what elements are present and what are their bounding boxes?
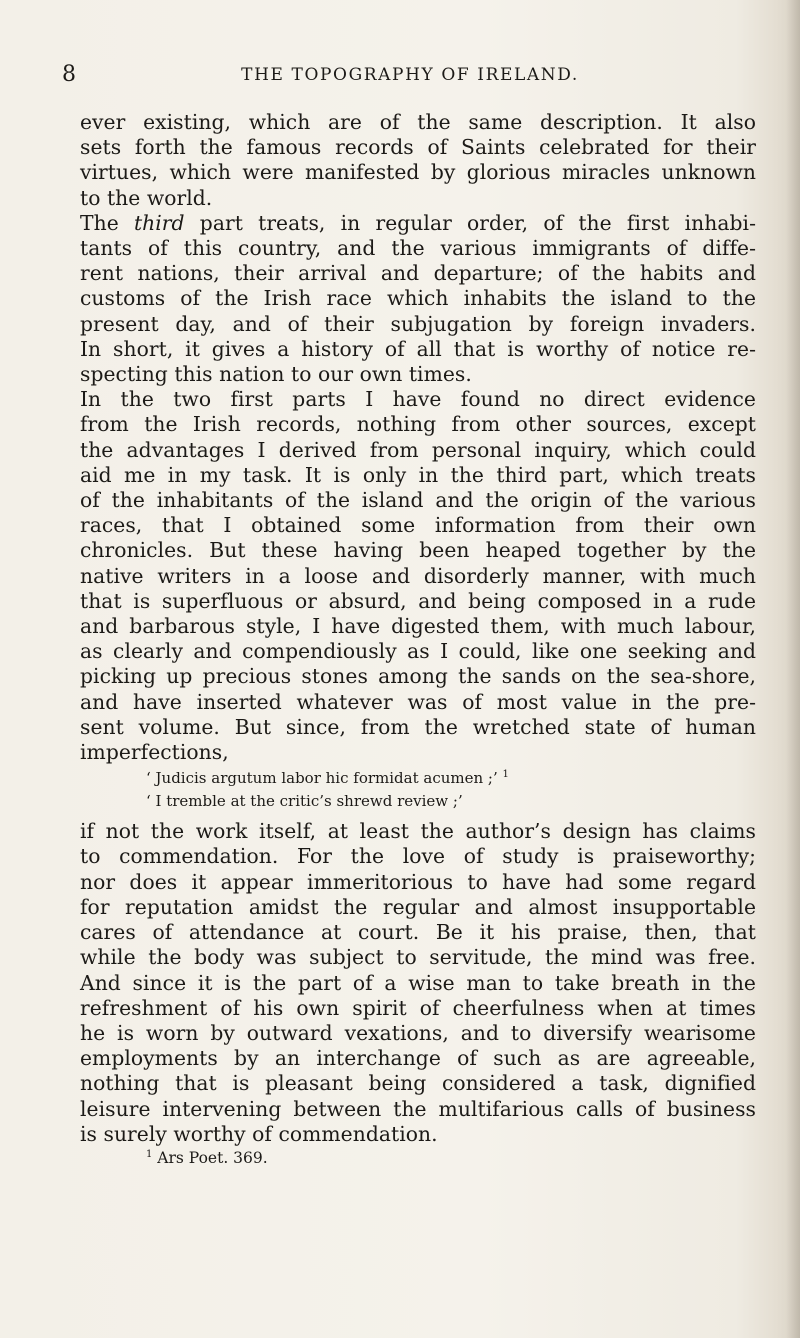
text-line: chronicles. But these having been heaped together by the: [80, 538, 756, 563]
paragraph-3: [80, 387, 756, 765]
page-edge-shadow: [786, 0, 800, 1338]
text-line: customs of the Irish race which inhabits the island to the: [80, 286, 756, 311]
text-line: to the world.: [80, 185, 213, 210]
text-line: aid me in my task. It is only in the third part, which treats: [80, 462, 756, 487]
text-line: races, that I obtained some information from their own: [80, 513, 756, 538]
text-line: to commendation. For the love of study is praiseworthy;: [80, 844, 756, 869]
english-quote: ‘ I tremble at the critic’s shrewd review ;’: [146, 792, 463, 811]
text-line: present day, and of their subjugation by foreign invaders.: [80, 311, 756, 336]
text-line: nothing that is pleasant being considered a task, dignified: [80, 1071, 756, 1096]
text-line: of the inhabitants of the island and the origin of the various: [80, 488, 756, 513]
latin-quote-text: ‘ Judicis argutum labor hic formidat acumen ;’: [146, 769, 503, 788]
footnote-mark: 1: [146, 1148, 153, 1160]
emphasis-third: third: [133, 210, 185, 235]
text-line: imperfections,: [80, 740, 229, 765]
text-fragment: The: [80, 210, 134, 235]
text-line: while the body was subject to servitude, the mind was free.: [80, 945, 756, 970]
text-line: the advantages I derived from personal inquiry, which could: [80, 437, 756, 462]
text-line: for reputation amidst the regular and almost insupportable: [80, 894, 756, 919]
text-line: from the Irish records, nothing from other sources, except: [80, 412, 756, 437]
text-line: leisure intervening between the multifarious calls of business: [80, 1096, 756, 1121]
text-line: if not the work itself, at least the author’s design has claims: [80, 819, 756, 844]
quotation: [80, 767, 756, 813]
paragraph-2: [80, 211, 756, 387]
text-line: rent nations, their arrival and departure; of the habits and: [80, 261, 756, 286]
running-head: [40, 60, 760, 90]
text-line: employments by an interchange of such as are agreeable,: [80, 1046, 756, 1071]
text-line: specting this nation to our own times.: [80, 362, 472, 387]
text-line: and barbarous style, I have digested them, with much labour,: [80, 614, 756, 639]
text-line: sets forth the famous records of Saints celebrated for their: [80, 135, 756, 160]
text-line: native writers in a loose and disorderly manner, with much: [80, 563, 756, 588]
text-line: cares of attendance at court. Be it his praise, then, that: [80, 920, 756, 945]
text-line: In the two first parts I have found no direct evidence: [80, 387, 756, 412]
body-text: [80, 110, 756, 1169]
paragraph-4: [80, 819, 756, 1147]
latin-quote: [80, 767, 756, 790]
page-number: 8: [62, 62, 77, 87]
text-line: picking up precious stones among the sands on the sea-shore,: [80, 664, 756, 689]
paragraph-1: [80, 110, 756, 211]
footnote-reference: 1: [502, 769, 509, 781]
text-fragment: part treats, in regular order, of the first inhabi-: [184, 210, 756, 235]
text-line: [80, 211, 756, 236]
text-line: virtues, which were manifested by glorious miracles unknown: [80, 160, 756, 185]
text-line: he is worn by outward vexations, and to diversify wearisome: [80, 1020, 756, 1045]
footnote: [80, 1147, 756, 1169]
text-line: refreshment of his own spirit of cheerfulness when at times: [80, 995, 756, 1020]
footnote-text: Ars Poet. 369.: [152, 1148, 268, 1167]
text-line: In short, it gives a history of all that is worthy of notice re-: [80, 336, 756, 361]
text-line: and have inserted whatever was of most value in the pre-: [80, 689, 756, 714]
text-line: sent volume. But since, from the wretched state of human: [80, 714, 756, 739]
text-line: as clearly and compendiously as I could, like one seeking and: [80, 639, 756, 664]
text-line: nor does it appear immeritorious to have had some regard: [80, 869, 756, 894]
text-line: And since it is the part of a wise man to take breath in the: [80, 970, 756, 995]
text-line: that is superfluous or absurd, and being composed in a rude: [80, 588, 756, 613]
text-line: ever existing, which are of the same description. It also: [80, 110, 756, 134]
text-line: is surely worthy of commendation.: [80, 1121, 438, 1146]
running-title: THE TOPOGRAPHY OF IRELAND.: [241, 65, 579, 85]
text-line: tants of this country, and the various immigrants of diffe-: [80, 236, 756, 261]
